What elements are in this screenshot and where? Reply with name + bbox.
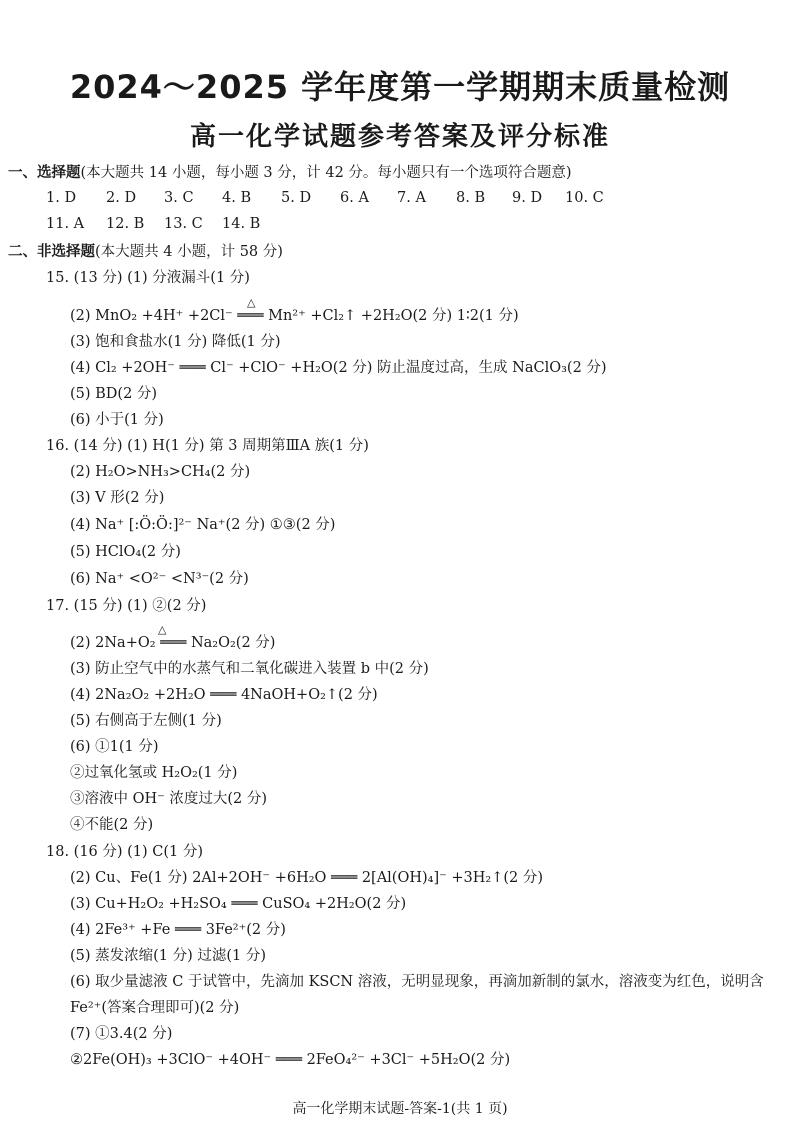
section1-header bbox=[8, 163, 572, 183]
q18-line-3: (3) Cu+H₂O₂ +H₂SO₄ ═══ CuSO₄ +2H₂O(2 分) bbox=[70, 896, 407, 912]
mc-answer: 12. B bbox=[106, 216, 145, 232]
mc-answer: 3. C bbox=[164, 190, 194, 206]
q17-line-8: ③溶液中 OH⁻ 浓度过大(2 分) bbox=[70, 791, 268, 807]
q18-line-8: (7) ①3.4(2 分) bbox=[70, 1026, 173, 1042]
q15-line-4: (4) Cl₂ +2OH⁻ ═══ Cl⁻ +ClO⁻ +H₂O(2 分) 防止温度过高，生成 NaClO₃(2 分) bbox=[70, 360, 607, 376]
q16-line-1: 16. (14 分) (1) H(1 分) 第 3 周期第ⅢA 族(1 分) bbox=[46, 438, 369, 454]
mc-answer: 1. D bbox=[46, 190, 77, 206]
section2-heading: 二、非选择题 bbox=[8, 243, 95, 260]
mc-answer: 5. D bbox=[281, 190, 312, 206]
q15-line-2: (2) MnO₂ +4H⁺ +2Cl⁻ ═══ Mn²⁺ +Cl₂↑ +2H₂O(2 分) 1∶2(1 分) bbox=[70, 308, 519, 324]
q18-line-6: (6) 取少量滤液 C 于试管中，先滴加 KSCN 溶液，无明显现象，再滴加新制的氯水，溶液变为红色，说明含 bbox=[70, 974, 764, 990]
heating-delta-icon: △ bbox=[247, 296, 256, 309]
q17-line-1: 17. (15 分) (1) ②(2 分) bbox=[46, 598, 207, 614]
page-subtitle: 高一化学试题参考答案及评分标准 bbox=[189, 122, 610, 152]
page-footer: 高一化学期末试题-答案-1(共 1 页) bbox=[292, 1101, 508, 1117]
heating-delta-icon: △ bbox=[158, 623, 167, 636]
mc-answer: 11. A bbox=[46, 216, 85, 232]
q17-line-3: (3) 防止空气中的水蒸气和二氧化碳进入装置 b 中(2 分) bbox=[70, 661, 429, 677]
q16-line-6: (6) Na⁺ <O²⁻ <N³⁻(2 分) bbox=[70, 571, 249, 587]
q17-line-2: (2) 2Na+O₂ ═══ Na₂O₂(2 分) bbox=[70, 635, 276, 651]
q16-line-4: (4) Na⁺ [:Ö:Ö:]²⁻ Na⁺(2 分) ①③(2 分) bbox=[70, 517, 336, 533]
q15-line-5: (5) BD(2 分) bbox=[70, 386, 158, 402]
q15-line-6: (6) 小于(1 分) bbox=[70, 412, 164, 428]
q17-line-5: (5) 右侧高于左侧(1 分) bbox=[70, 713, 222, 729]
q17-line-7: ②过氧化氢或 H₂O₂(1 分) bbox=[70, 765, 238, 781]
q18-line-7: Fe²⁺(答案合理即可)(2 分) bbox=[70, 1000, 240, 1016]
q17-line-4: (4) 2Na₂O₂ +2H₂O ═══ 4NaOH+O₂↑(2 分) bbox=[70, 687, 378, 703]
q16-line-5: (5) HClO₄(2 分) bbox=[70, 544, 181, 560]
section1-heading: 一、选择题 bbox=[8, 164, 81, 181]
mc-answer: 10. C bbox=[565, 190, 604, 206]
mc-answer: 7. A bbox=[397, 190, 426, 206]
q18-line-4: (4) 2Fe³⁺ +Fe ═══ 3Fe²⁺(2 分) bbox=[70, 922, 286, 938]
q18-line-2: (2) Cu、Fe(1 分) 2Al+2OH⁻ +6H₂O ═══ 2[Al(OH)₄]⁻ +3H₂↑(2 分) bbox=[70, 870, 544, 886]
mc-answer: 13. C bbox=[164, 216, 203, 232]
mc-answer: 2. D bbox=[106, 190, 137, 206]
q18-line-9: ②2Fe(OH)₃ +3ClO⁻ +4OH⁻ ═══ 2FeO₄²⁻ +3Cl⁻ +5H₂O(2 分) bbox=[70, 1052, 511, 1068]
mc-answer: 8. B bbox=[456, 190, 486, 206]
section2-header bbox=[8, 242, 283, 262]
mc-answer: 9. D bbox=[512, 190, 543, 206]
q16-line-3: (3) V 形(2 分) bbox=[70, 490, 165, 506]
q18-line-1: 18. (16 分) (1) C(1 分) bbox=[46, 844, 204, 860]
section2-note: (本大题共 4 小题，计 58 分) bbox=[95, 244, 283, 260]
q17-line-9: ④不能(2 分) bbox=[70, 817, 154, 833]
mc-answer: 14. B bbox=[222, 216, 261, 232]
q15-line-1: 15. (13 分) (1) 分液漏斗(1 分) bbox=[46, 270, 250, 286]
section1-note: (本大题共 14 小题，每小题 3 分，计 42 分。每小题只有一个选项符合题意) bbox=[80, 165, 572, 181]
mc-answer: 4. B bbox=[222, 190, 252, 206]
q17-line-6: (6) ①1(1 分) bbox=[70, 739, 159, 755]
q15-line-3: (3) 饱和食盐水(1 分) 降低(1 分) bbox=[70, 334, 281, 350]
mc-answer: 6. A bbox=[340, 190, 369, 206]
page-title: 2024～2025 学年度第一学期期末质量检测 bbox=[69, 68, 731, 106]
q18-line-5: (5) 蒸发浓缩(1 分) 过滤(1 分) bbox=[70, 948, 267, 964]
q16-line-2: (2) H₂O>NH₃>CH₄(2 分) bbox=[70, 464, 251, 480]
